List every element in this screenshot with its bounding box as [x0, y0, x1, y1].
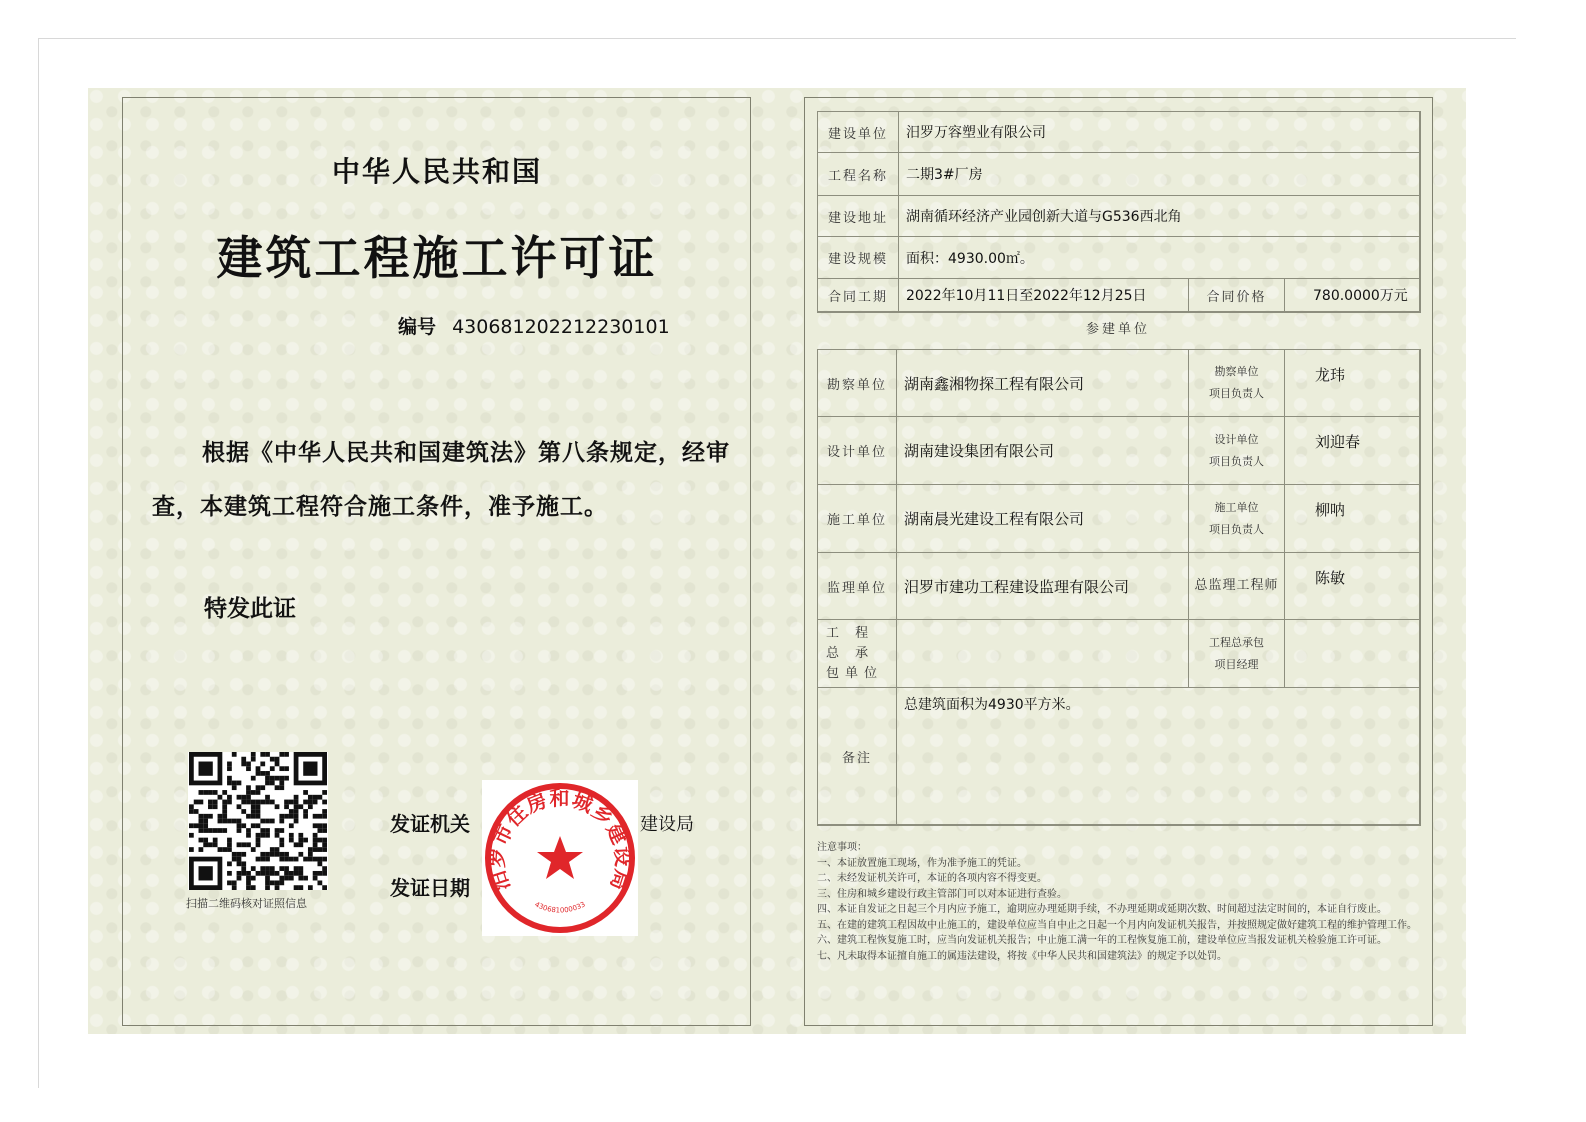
- country-title: 中华人民共和国: [331, 155, 542, 188]
- row-label: 建设单位: [818, 112, 899, 153]
- number-value: 430681202212230101: [452, 316, 670, 338]
- qr-caption: 扫描二维码核对证照信息: [186, 897, 307, 910]
- participant-person: 柳呐: [1285, 485, 1420, 553]
- participant-label: 监理单位: [818, 553, 897, 620]
- special-issue-text: 特发此证: [204, 595, 296, 622]
- note-item: 七、凡未取得本证擅自施工的属违法建设，将按《中华人民共和国建筑法》的规定予以处罚。: [817, 950, 1227, 962]
- participant-role: [1189, 417, 1285, 485]
- note-item: 一、本证放置施工现场，作为准予施工的凭证。: [817, 857, 1027, 869]
- notes-title: 注意事项：: [817, 842, 867, 853]
- row-value: 二期3#厂房: [899, 153, 1420, 196]
- participant-person: 龙玮: [1285, 350, 1420, 417]
- participant-person: [1285, 620, 1420, 688]
- participant-role: [1189, 620, 1285, 688]
- role-line-2: 项目负责人: [1209, 454, 1264, 468]
- contract-price-label: 合同价格: [1189, 279, 1285, 312]
- role-line-1: 工程总承包: [1209, 635, 1264, 649]
- role-line-1: 设计单位: [1214, 432, 1259, 446]
- note-item: 四、本证自发证之日起三个月内应予施工，逾期应办理延期手续，不办理延期或延期次数、时间超过法定时间的，本证自行废止。: [817, 904, 1387, 915]
- remarks-label: 备注: [818, 688, 897, 825]
- issuer-label: 发证机关: [390, 812, 470, 836]
- role-line-2: 项目经理: [1214, 657, 1259, 671]
- certificate-body: 根据《中华人民共和国建筑法》第八条规定，经审查，本建筑工程符合施工条件，准予施工。: [152, 439, 730, 520]
- page-top-rule: [38, 38, 1516, 39]
- note-item: 五、在建的建筑工程因故中止施工的，建设单位应当自中止之日起一个月内向发证机关报告，并按照规定做好建筑工程的维护管理工作。: [817, 919, 1417, 931]
- participants-table: [817, 349, 1421, 826]
- participant-org: 湖南鑫湘物探工程有限公司: [897, 350, 1189, 417]
- notes-section: [817, 840, 1419, 964]
- certificate-number: [398, 312, 670, 339]
- row-value: 面积：4930.00㎡。: [899, 237, 1420, 279]
- project-info-table: [817, 111, 1421, 313]
- role-line-2: 项目负责人: [1209, 522, 1264, 536]
- certificate-title: 建筑工程施工许可证: [216, 231, 658, 285]
- participant-person: 陈敏: [1285, 553, 1420, 620]
- qr-code[interactable]: [188, 752, 328, 890]
- role-line-2: 项目负责人: [1209, 387, 1264, 400]
- participant-label: 施工单位: [818, 485, 897, 553]
- participant-role: [1189, 350, 1285, 417]
- role-line-1: 勘察单位: [1214, 365, 1259, 378]
- participant-role: [1189, 553, 1285, 620]
- row-label: 建设规模: [818, 237, 899, 279]
- svg-text:430681000033: 430681000033: [533, 900, 587, 915]
- participant-org: 湖南建设集团有限公司: [897, 417, 1189, 485]
- participant-org: 汨罗市建功工程建设监理有限公司: [897, 553, 1189, 620]
- note-item: 二、未经发证机关许可，本证的各项内容不得变更。: [817, 873, 1047, 884]
- participant-org: 湖南晨光建设工程有限公司: [897, 485, 1189, 553]
- role-line-1: 施工单位: [1214, 500, 1259, 514]
- participant-role: [1189, 485, 1285, 553]
- participant-label: 工 程 总 承包单位: [818, 620, 897, 688]
- contract-price-value: 780.0000万元: [1285, 279, 1420, 312]
- remarks-value: 总建筑面积为4930平方米。: [897, 688, 1420, 825]
- participants-title: 参建单位: [1085, 322, 1150, 337]
- contract-period-value: 2022年10月11日至2022年12月25日: [899, 279, 1189, 312]
- participant-label: 勘察单位: [818, 350, 897, 417]
- participant-label: 设计单位: [818, 417, 897, 485]
- contract-period-label: 合同工期: [818, 279, 899, 312]
- number-label: 编号: [398, 316, 437, 338]
- note-item: 六、建筑工程恢复施工时，应当向发证机关报告；中止施工满一年的工程恢复施工前，建设单位应当报发证机关检验施工许可证。: [817, 935, 1387, 946]
- row-label: 工程名称: [818, 153, 899, 196]
- issuer-value: 建设局: [640, 814, 694, 835]
- official-seal: [480, 778, 640, 938]
- issue-date-label: 发证日期: [390, 876, 470, 900]
- svg-text:汨罗市住房和城乡建设局: 汨罗市住房和城乡建设局: [484, 786, 636, 895]
- participant-person: 刘迎春: [1285, 417, 1420, 485]
- participant-org: [897, 620, 1189, 688]
- page-left-rule: [38, 38, 39, 1088]
- row-value: 汨罗万容塑业有限公司: [899, 112, 1420, 153]
- row-value: 湖南循环经济产业园创新大道与G536西北角: [899, 196, 1420, 237]
- note-item: 三、住房和城乡建设行政主管部门可以对本证进行查验。: [817, 888, 1067, 900]
- role-line-1: 总监理工程师: [1194, 578, 1279, 593]
- row-label: 建设地址: [818, 196, 899, 237]
